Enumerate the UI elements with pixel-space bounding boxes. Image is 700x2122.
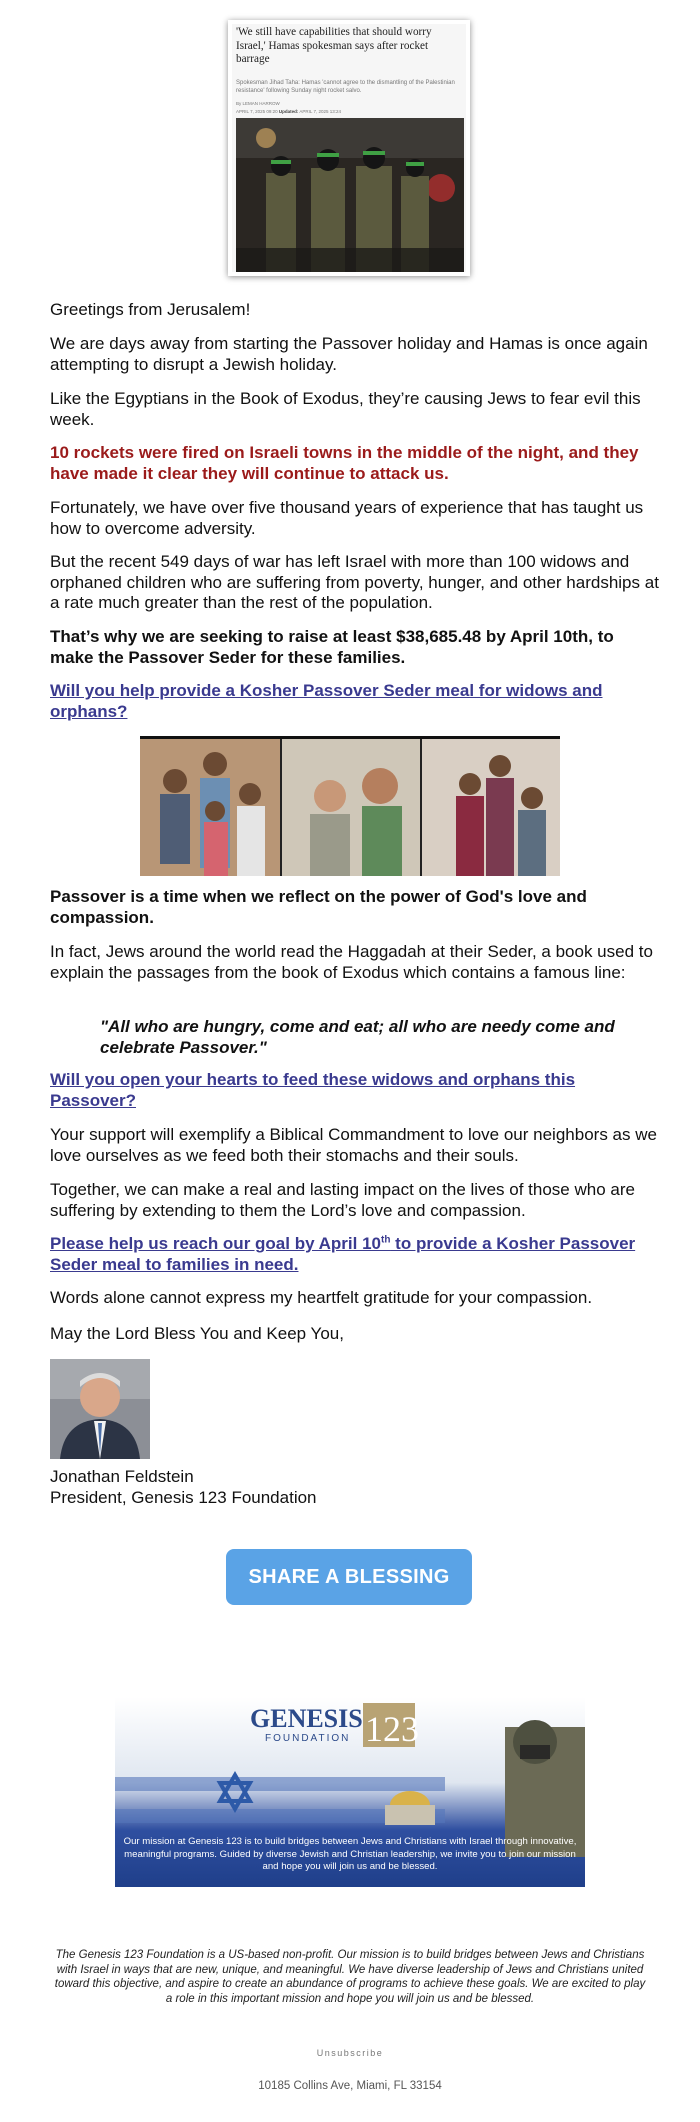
footer-about: The Genesis 123 Foundation is a US-based non-profit. Our mission is to build bridges between Jews and Christians with Israel in ways that are new, unique, and meaningful. We have diverse leadership of Jews and Christians united toward this objective, and aspire to create an abundance of programs to achieve these goals. We are excited to play a role in this important mission and hope you will join us and be blessed. — [54, 1949, 646, 2005]
haggadah-quote: "All who are hungry, come and eat; all who are needy come and celebrate Passover." — [100, 1017, 615, 1057]
open-hearts-link[interactable]: Will you open your hearts to feed these widows and orphans this Passover? — [50, 1070, 576, 1110]
paragraph-2: Like the Egyptians in the Book of Exodus, they’re causing Jews to fear evil this week. — [50, 389, 641, 429]
news-clipping — [228, 20, 470, 276]
link-3-wrapper — [50, 1234, 660, 1275]
banner-logo-num: 123 — [365, 1709, 419, 1749]
signer-photo — [50, 1359, 150, 1459]
news-dateline — [236, 109, 341, 114]
banner-logo-sub: FOUNDATION — [265, 1733, 351, 1744]
paragraph-1: We are days away from starting the Passover holiday and Hamas is once again attempting to disrupt a Jewish holiday. — [50, 334, 648, 374]
paragraph-blessing: May the Lord Bless You and Keep You, — [50, 1324, 344, 1343]
reach-goal-link-part-1: Please help us reach our goal by April 10 — [50, 1234, 381, 1253]
paragraph-commandment: Your support will exemplify a Biblical Commandment to love our neighbors as we love ourselves as we feed both their stomachs and their souls. — [50, 1125, 657, 1165]
news-photo — [236, 118, 464, 272]
footer-address: 10185 Collins Ave, Miami, FL 33154 — [258, 2080, 442, 2092]
news-headline: 'We still have capabilities that should worry Israel,' Hamas spokesman says after rocket barrage — [236, 26, 432, 65]
paragraph-gratitude: Words alone cannot express my heartfelt gratitude for your compassion. — [50, 1288, 593, 1307]
signature-name: Jonathan Feldstein — [50, 1467, 194, 1486]
paragraph-passover-reflect: Passover is a time when we reflect on the power of God's love and compassion. — [50, 887, 587, 927]
news-date: APRIL 7, 2025 09:20 — [236, 109, 278, 114]
news-updated-label: Updated: — [278, 109, 299, 114]
help-provide-seder-link[interactable]: Will you help provide a Kosher Passover Seder meal for widows and orphans? — [50, 681, 603, 721]
paragraph-rockets-red: 10 rockets were fired on Israeli towns in the middle of the night, and they have made it clear they will continue to attack us. — [50, 443, 639, 483]
reach-goal-link[interactable] — [50, 1234, 635, 1274]
news-byline: By LEMAN HARROW — [236, 101, 280, 106]
reach-goal-link-part-2: to provide a Kosher Passover Seder meal to families in need. — [50, 1234, 636, 1274]
news-updated-date: APRIL 7, 2025 13:24 — [299, 109, 342, 114]
paragraph-5: But the recent 549 days of war has left Israel with more than 100 widows and orphaned children who are suffering from poverty, hunger, and other hardships at a rate much greater than the rest of the population. — [50, 552, 659, 612]
greeting: Greetings from Jerusalem! — [50, 300, 251, 319]
banner-logo-word: GENESIS — [250, 1704, 363, 1733]
children-photo — [140, 736, 560, 876]
banner-mission-text: Our mission at Genesis 123 is to build bridges between Jews and Christians with Israel through innovative, meaningful programs. Guided by diverse Jewish and Christian leadership, we invite you to join our mission and hope you will join us and be blessed. — [123, 1836, 577, 1872]
news-subheadline: Spokesman Jihad Taha: Hamas 'cannot agree to the dismantling of the Palestinian resistance' following Sunday night rocket salvo. — [236, 80, 455, 94]
genesis-foundation-banner — [115, 1697, 585, 1887]
link-2-wrapper — [50, 1070, 660, 1111]
unsubscribe-link[interactable]: Unsubscribe — [316, 2048, 384, 2058]
reach-goal-link-sup: th — [381, 1234, 391, 1246]
paragraph-goal: That’s why we are seeking to raise at least $38,685.48 by April 10th, to make the Passover Seder for these families. — [50, 627, 614, 667]
paragraph-haggadah: In fact, Jews around the world read the Haggadah at their Seder, a book used to explain the passages from the book of Exodus which contains a famous line: — [50, 942, 653, 982]
link-1-wrapper — [50, 681, 660, 722]
signature-title: President, Genesis 123 Foundation — [50, 1488, 317, 1507]
share-a-blessing-button[interactable]: SHARE A BLESSING — [226, 1549, 472, 1605]
paragraph-together: Together, we can make a real and lasting impact on the lives of those who are suffering by extending to them the Lord’s love and compassion. — [50, 1180, 635, 1220]
news-clipping-body — [232, 24, 466, 272]
paragraph-4: Fortunately, we have over five thousand years of experience that has taught us how to overcome adversity. — [50, 498, 644, 538]
